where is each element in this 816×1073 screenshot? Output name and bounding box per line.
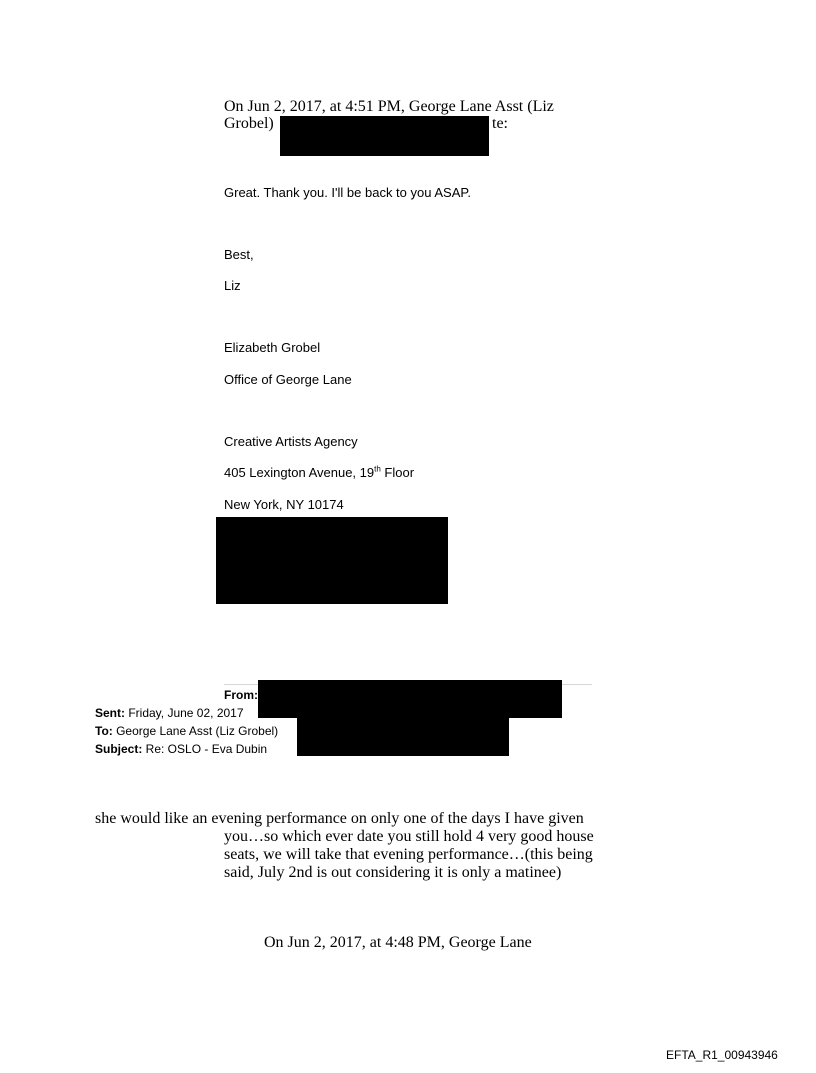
signature-office: Office of George Lane — [224, 372, 352, 387]
subject-label: Subject: — [95, 742, 143, 756]
message-body-2-line2: you…so which ever date you still hold 4 very good house — [224, 828, 594, 845]
redaction-block-4 — [297, 718, 509, 756]
document-id: EFTA_R1_00943946 — [666, 1048, 778, 1062]
subject-line — [95, 740, 267, 758]
quote-header-1-line1: On Jun 2, 2017, at 4:51 PM, George Lane Asst (Liz — [224, 98, 554, 115]
signature-address-suffix: Floor — [380, 465, 415, 480]
signature-address — [224, 465, 414, 481]
signature-address-prefix: 405 Lexington Avenue, 19 — [224, 465, 375, 480]
sent-label: Sent: — [95, 706, 125, 720]
quote-header-3: On Jun 2, 2017, at 4:48 PM, George Lane — [264, 934, 532, 951]
sent-value: Friday, June 02, 2017 — [125, 706, 244, 720]
signature-address-sup: th — [374, 464, 381, 474]
quote-header-1-line2 — [224, 115, 274, 133]
signoff-best: Best, — [224, 247, 254, 262]
signoff-name: Liz — [224, 278, 241, 293]
redaction-block-1 — [280, 116, 489, 156]
subject-value: Re: OSLO - Eva Dubin — [142, 742, 268, 756]
redaction-block-3 — [258, 680, 562, 718]
message-body-2-line1: she would like an evening performance on only one of the days I have given — [95, 810, 584, 827]
message-body-2-line4: said, July 2nd is out considering it is only a matinee) — [224, 864, 562, 881]
quote-header-1-tail: te: — [492, 115, 508, 132]
message-body-2-line3: seats, we will take that evening performance…(this being — [224, 846, 593, 863]
to-label: To: — [95, 724, 113, 738]
to-line — [95, 722, 278, 740]
quote-header-1-sender: Grobel) — [224, 115, 274, 132]
signature-company: Creative Artists Agency — [224, 434, 358, 449]
to-value: George Lane Asst (Liz Grobel) — [112, 724, 279, 738]
redaction-block-2 — [216, 517, 448, 604]
message-body-1: Great. Thank you. I'll be back to you ASAP. — [224, 185, 471, 200]
from-label: From: — [224, 688, 258, 702]
signature-city: New York, NY 10174 — [224, 497, 344, 512]
signature-full-name: Elizabeth Grobel — [224, 340, 321, 355]
sent-line — [95, 704, 244, 722]
